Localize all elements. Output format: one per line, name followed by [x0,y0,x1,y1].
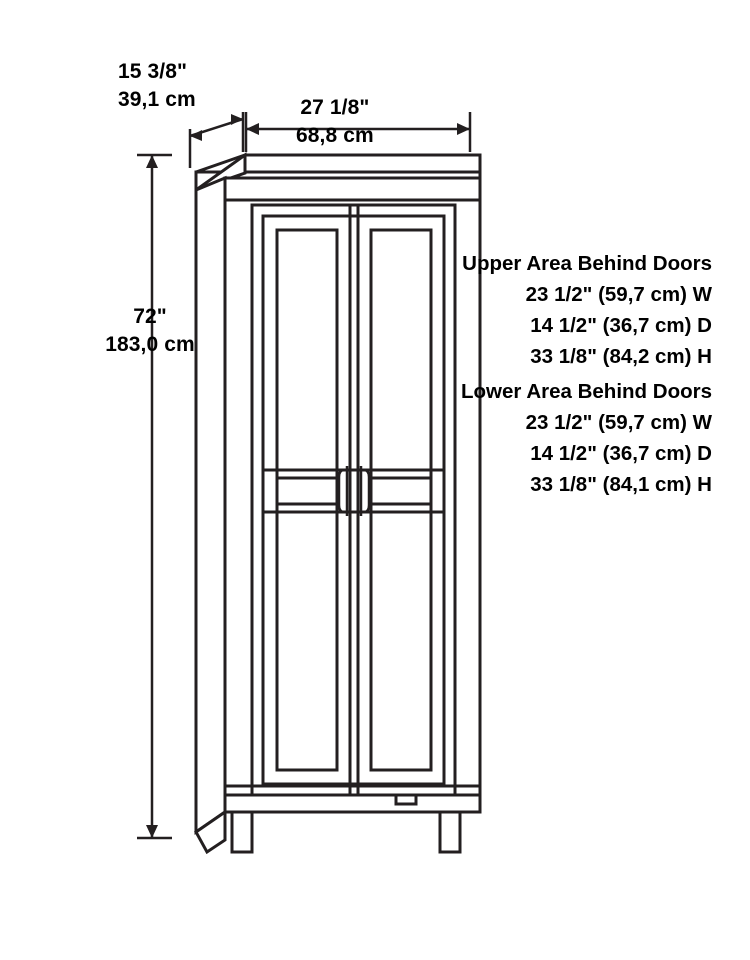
lower-area-spec-block [461,376,712,500]
width-imperial: 27 1/8" [300,96,370,119]
upper-area-title: Upper Area Behind Doors [462,252,712,275]
height-dimension-label [90,303,210,359]
width-metric: 68,8 cm [296,124,374,147]
upper-area-width: 23 1/2" (59,7 cm) W [525,283,712,306]
depth-metric: 39,1 cm [118,88,196,111]
cabinet-legs [196,812,460,852]
lower-area-depth: 14 1/2" (36,7 cm) D [530,442,712,465]
upper-area-height: 33 1/8" (84,2 cm) H [530,345,712,368]
height-dimension-line [137,155,172,838]
height-metric: 183,0 cm [105,333,195,356]
height-imperial: 72" [133,305,167,328]
depth-imperial: 15 3/8" [118,60,188,83]
lower-area-width: 23 1/2" (59,7 cm) W [525,411,712,434]
width-dimension-label [296,94,374,150]
upper-area-spec-block [462,248,712,372]
upper-area-depth: 14 1/2" (36,7 cm) D [530,314,712,337]
lower-area-height: 33 1/8" (84,1 cm) H [530,473,712,496]
depth-dimension-label [118,58,196,114]
lower-area-title: Lower Area Behind Doors [461,380,712,403]
